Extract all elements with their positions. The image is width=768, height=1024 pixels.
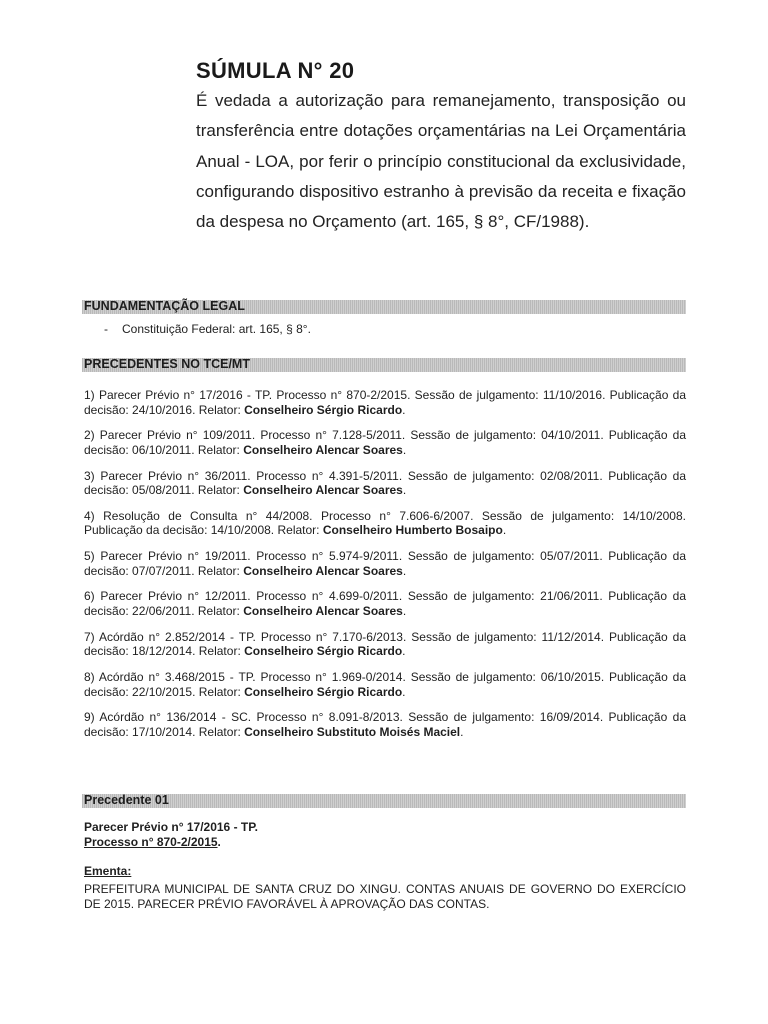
- precedent-item: [84, 509, 686, 538]
- precedent-end: .: [502, 523, 507, 538]
- precedent-text: 4) Resolução de Consulta n° 44/2008. Processo n° 7.606-6/2007. Sessão de julgamento: 14/10/2008. Publicação da decisão: 14/10/2008. Relator:: [84, 508, 686, 538]
- precedents-list: [84, 388, 686, 751]
- precedent-end: .: [402, 442, 407, 457]
- precedent-text: 5) Parecer Prévio n° 19/2011. Processo n° 5.974-9/2011. Sessão de julgamento: 05/07/2011. Publicação da decisão: 07/07/2011. Relator:: [84, 549, 686, 578]
- ementa-text: PREFEITURA MUNICIPAL DE SANTA CRUZ DO XINGU. CONTAS ANUAIS DE GOVERNO DO EXERCÍCIO DE 2015. PARECER PRÉVIO FAVORÁVEL À APROVAÇÃO DAS CONTAS.: [84, 882, 686, 911]
- precedente-01-parecer: Parecer Prévio n° 17/2016 - TP.: [84, 820, 259, 834]
- precedent-relator: Conselheiro Alencar Soares: [243, 603, 403, 618]
- precedent-relator: Conselheiro Alencar Soares: [243, 483, 403, 498]
- precedent-text: 6) Parecer Prévio n° 12/2011. Processo n° 4.699-0/2011. Sessão de julgamento: 21/06/2011. Publicação da decisão: 22/06/2011. Relator:: [84, 589, 686, 618]
- precedent-relator: Conselheiro Humberto Bosaipo: [322, 523, 503, 538]
- precedent-end: .: [402, 483, 407, 498]
- section-bar-fundamentacao: [82, 300, 686, 314]
- precedent-text: 3) Parecer Prévio n° 36/2011. Processo n° 4.391-5/2011. Sessão de julgamento: 02/08/2011. Publicação da decisão: 05/08/2011. Relator:: [84, 468, 686, 498]
- section-bar-precedente-01: [82, 794, 686, 808]
- precedent-item: [84, 549, 686, 578]
- precedent-item: [84, 710, 686, 739]
- precedent-relator: Conselheiro Sérgio Ricardo: [244, 684, 403, 699]
- precedente-01-block: [84, 820, 686, 912]
- precedent-item: [84, 670, 686, 699]
- precedent-relator: Conselheiro Alencar Soares: [243, 563, 403, 578]
- precedent-end: .: [402, 684, 406, 699]
- precedent-text: 2) Parecer Prévio n° 109/2011. Processo n° 7.128-5/2011. Sessão de julgamento: 04/10/2011. Publicação da decisão: 06/10/2011. Relator:: [84, 428, 686, 457]
- precedent-end: .: [460, 724, 464, 739]
- fundamentacao-item-text: Constituição Federal: art. 165, § 8°.: [122, 322, 311, 336]
- processo-number: Processo n° 870-2/2015: [84, 835, 218, 849]
- precedent-relator: Conselheiro Sérgio Ricardo: [244, 644, 403, 659]
- ementa-heading: Ementa:: [84, 864, 132, 878]
- fundamentacao-item: [104, 322, 311, 336]
- precedent-text: 9) Acórdão n° 136/2014 - SC. Processo n° 8.091-8/2013. Sessão de julgamento: 16/09/2014. Publicação da decisão: 17/10/2014. Relator:: [84, 710, 686, 739]
- precedent-item: [84, 388, 686, 417]
- precedent-item: [84, 630, 686, 659]
- precedent-end: .: [402, 563, 407, 578]
- precedent-relator: Conselheiro Sérgio Ricardo: [244, 402, 403, 417]
- processo-end: .: [217, 835, 221, 849]
- precedent-text: 8) Acórdão n° 3.468/2015 - TP. Processo n° 1.969-0/2014. Sessão de julgamento: 06/10/2015. Publicação da decisão: 22/10/2015. Relator:: [84, 670, 686, 699]
- section-heading-precedentes: PRECEDENTES NO TCE/MT: [84, 357, 250, 371]
- precedente-01-processo: [84, 835, 686, 850]
- precedent-item: [84, 589, 686, 618]
- section-heading-precedente-01: Precedente 01: [84, 793, 169, 807]
- precedent-end: .: [402, 402, 406, 417]
- precedent-relator: Conselheiro Alencar Soares: [243, 442, 403, 457]
- section-bar-precedentes: [82, 358, 686, 372]
- precedent-end: .: [402, 644, 406, 659]
- precedent-item: [84, 469, 686, 498]
- precedent-text: 1) Parecer Prévio n° 17/2016 - TP. Processo n° 870-2/2015. Sessão de julgamento: 11/10/2016. Publicação da decisão: 24/10/2016. Relator:: [84, 388, 686, 417]
- precedent-text: 7) Acórdão n° 2.852/2014 - TP. Processo n° 7.170-6/2013. Sessão de julgamento: 11/12/2014. Publicação da decisão: 18/12/2014. Relator:: [84, 629, 686, 659]
- precedent-relator: Conselheiro Substituto Moisés Maciel: [244, 724, 461, 739]
- precedent-end: .: [402, 603, 407, 618]
- sumula-title: SÚMULA N° 20: [196, 58, 355, 83]
- list-dash: -: [104, 322, 108, 336]
- precedent-item: [84, 428, 686, 457]
- section-heading-fundamentacao: FUNDAMENTAÇÃO LEGAL: [84, 299, 245, 313]
- sumula-text: É vedada a autorização para remanejamento, transposição ou transferência entre dotações orçamentárias na Lei Orçamentária Anual - LOA, por ferir o princípio constitucional da exclusividade, configurando dispositivo estranho à previsão da receita e fixação da despesa no Orçamento (art. 165, § 8°, CF/1988).: [196, 91, 686, 232]
